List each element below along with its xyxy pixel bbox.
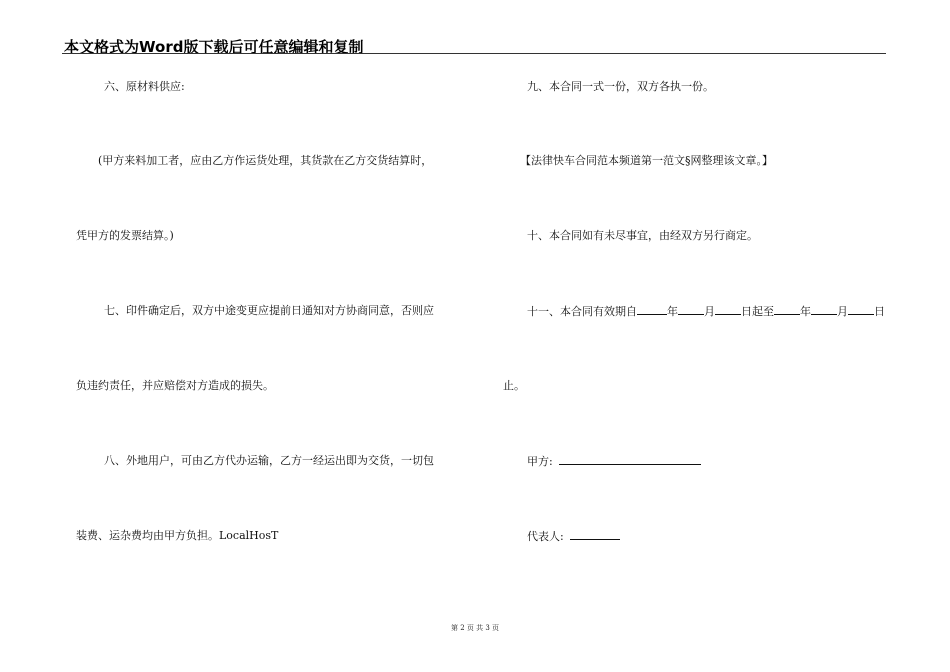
left-line-4: 七、印件确定后，双方中途变更应提前日通知对方协商同意，否则应 [104, 304, 434, 317]
party-a-blank [559, 454, 701, 465]
blank-start-year [637, 304, 667, 315]
label-month-1: 月 [704, 305, 715, 318]
representative-label: 代表人: [527, 530, 564, 543]
label-year-1: 年 [667, 305, 678, 318]
page-header-title: 本文格式为Word版下载后可任意编辑和复制 [64, 38, 364, 56]
left-line-7: 装费、运杂费均由甲方负担。LocalHosT [76, 529, 279, 542]
page-footer: 第 2 页 共 3 页 [450, 624, 500, 632]
right-line-4-validity [527, 304, 885, 319]
blank-end-month [811, 304, 837, 315]
right-line-1: 九、本合同一式一份，双方各执一份。 [527, 80, 714, 93]
blank-start-month [678, 304, 704, 315]
left-line-2: (甲方来料加工者，应由乙方作运货处理，其货款在乙方交货结算时， [98, 154, 433, 167]
label-day-start: 日起至 [741, 305, 774, 318]
representative-blank [570, 529, 620, 540]
label-month-2: 月 [837, 305, 848, 318]
party-a-signature-line [527, 454, 701, 469]
right-line-2: 【法律快车合同范本频道第一范文§网整理该文章。】 [520, 154, 773, 167]
left-line-5: 负违约责任，并应赔偿对方造成的损失。 [76, 379, 274, 392]
left-line-3: 凭甲方的发票结算。) [76, 229, 174, 242]
blank-end-day [848, 304, 874, 315]
label-year-2: 年 [800, 305, 811, 318]
right-line-5: 止。 [503, 379, 525, 392]
blank-start-day [715, 304, 741, 315]
right-line-3: 十、本合同如有未尽事宜，由经双方另行商定。 [527, 229, 758, 242]
party-a-label: 甲方: [527, 455, 553, 468]
representative-signature-line [527, 529, 620, 544]
left-line-6: 八、外地用户，可由乙方代办运输，乙方一经运出即为交货，一切包 [104, 454, 434, 467]
validity-prefix: 十一、本合同有效期自 [527, 305, 637, 318]
label-day-end: 日 [874, 305, 885, 318]
left-line-1: 六、原材料供应: [104, 80, 185, 93]
header-divider [62, 53, 886, 54]
blank-end-year [774, 304, 800, 315]
